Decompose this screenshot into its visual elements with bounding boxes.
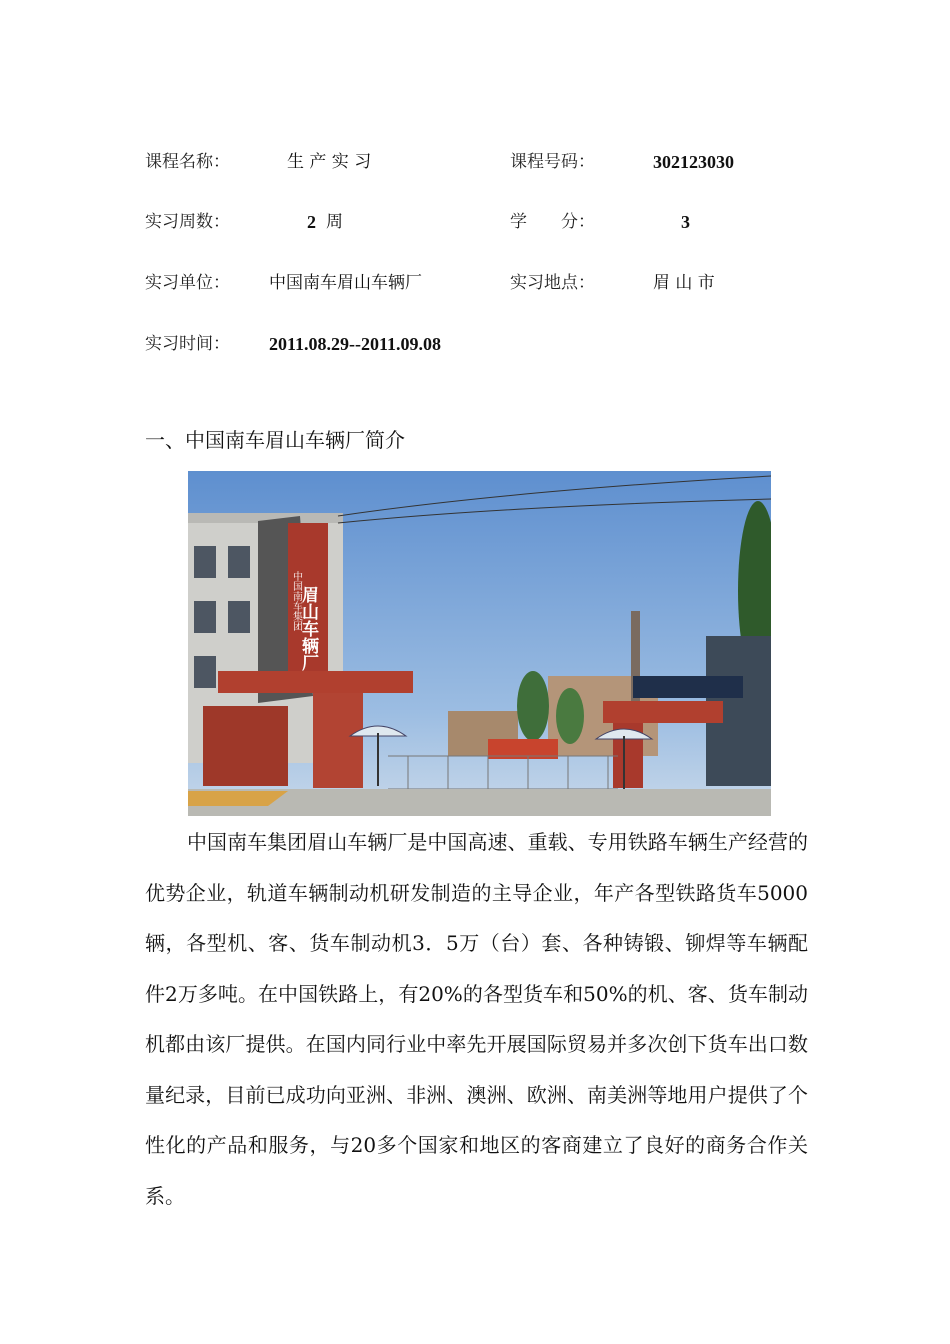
section-heading: 一、中国南车眉山车辆厂简介 bbox=[145, 428, 405, 452]
info-row-time bbox=[0, 329, 950, 359]
time-label: 实习时间： bbox=[145, 334, 230, 354]
time-value: 2011.08.29--2011.09.08 bbox=[269, 334, 442, 354]
weeks-unit: 周 bbox=[326, 212, 343, 232]
location-label: 实习地点： bbox=[510, 273, 595, 293]
info-row-weeks bbox=[0, 207, 950, 237]
unit-value: 中国南车眉山车辆厂 bbox=[269, 273, 422, 293]
info-row-unit bbox=[0, 268, 950, 298]
weeks-value: 2 bbox=[307, 212, 316, 232]
sign-big-text: 眉山车辆厂 bbox=[298, 586, 318, 671]
weeks-label: 实习周数： bbox=[145, 212, 230, 232]
info-row-course bbox=[0, 147, 950, 177]
course-number-label: 课程号码： bbox=[510, 152, 595, 172]
unit-label: 实习单位： bbox=[145, 273, 230, 293]
body-paragraph: 中国南车集团眉山车辆厂是中国高速、重载、专用铁路车辆生产经营的优势企业，轨道车辆制动机研发制造的主导企业，年产各型铁路货车5000辆，各型机、客、货车制动机3．5万（台）套、各种铸锻、铆焊等车辆配件2万多吨。在中国铁路上，有20%的各型货车和50%的机、客、货车制动机都由该厂提供。在国内同行业中率先开展国际贸易并多次创下货车出口数量纪录，目前已成功向亚洲、非洲、澳洲、欧洲、南美洲等地用户提供了个性化的产品和服务，与20多个国家和地区的客商建立了良好的商务合作关系。 bbox=[145, 830, 808, 1208]
sign-small-text: 中国南车集团 bbox=[290, 571, 302, 631]
credits-value: 3 bbox=[681, 212, 690, 232]
factory-gate-photo bbox=[188, 471, 771, 816]
course-number-value: 302123030 bbox=[653, 152, 734, 172]
course-name-label: 课程名称： bbox=[145, 152, 230, 172]
credits-label: 学 分： bbox=[510, 212, 595, 232]
location-value: 眉 山 市 bbox=[653, 273, 715, 293]
course-name-value: 生 产 实 习 bbox=[287, 152, 372, 172]
